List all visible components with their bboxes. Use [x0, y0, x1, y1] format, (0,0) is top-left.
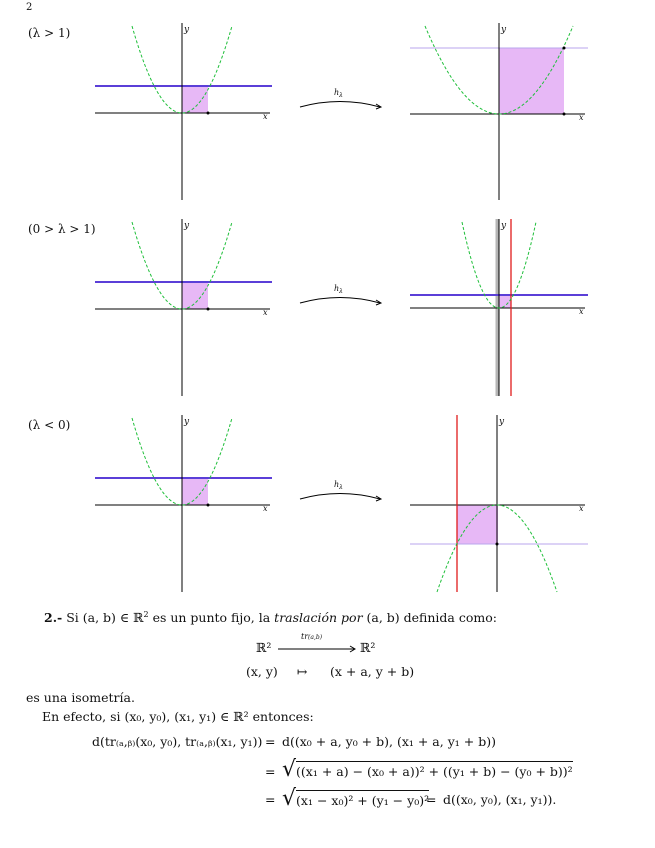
proof-intro: En efecto, si (x₀, y₀), (x₁, y₁) ∈ ℝ² entonces: — [42, 709, 314, 724]
x-label-left: x — [263, 112, 268, 121]
point-bottom-right — [563, 113, 566, 116]
map-codomain: ℝ² — [360, 640, 376, 655]
point-top-right — [563, 47, 566, 50]
intro-italic: traslación por — [274, 610, 363, 625]
isometry-statement: es una isometría. — [26, 690, 135, 705]
transform-arrow — [300, 494, 380, 500]
eq2-equals: = — [265, 764, 276, 779]
intro-post: (a, b) definida como: — [362, 610, 497, 625]
transform-arrow — [300, 102, 380, 108]
eq1-equals: = — [265, 734, 276, 749]
point-left — [207, 112, 210, 115]
y-label-right: y — [501, 25, 507, 35]
eq2-rhs: ((x₁ + a) − (x₀ + a))² + ((y₁ + b) − (y₀ + b))² — [296, 761, 573, 779]
y-label-right: y — [499, 417, 505, 427]
intro-pre: Si (a, b) ∈ ℝ — [62, 610, 144, 625]
figure-case-2 — [0, 214, 655, 414]
shaded-region-left — [182, 478, 208, 505]
eq3-tail: d((x₀, y₀), (x₁, y₁)). — [443, 792, 557, 807]
shaded-region-right — [457, 505, 498, 544]
map-domain: ℝ² — [256, 640, 272, 655]
case-label-2: (0 > λ > 1) — [28, 222, 96, 236]
shaded-region-left — [182, 86, 208, 113]
figure-case-3 — [0, 410, 655, 610]
x-label-right: x — [579, 113, 584, 122]
section-intro — [44, 610, 497, 625]
case-label-3: (λ < 0) — [28, 418, 71, 432]
eq3-rhs: (x₁ − x₀)² + (y₁ − y₀)² — [296, 790, 429, 808]
transform-label: $h_\lambda$ — [334, 480, 343, 491]
shaded-region-right — [499, 48, 564, 114]
x-label-right: x — [579, 307, 584, 316]
y-label-left: y — [184, 417, 190, 427]
x-label-left: x — [263, 504, 268, 513]
section-number: 2.- — [44, 610, 63, 625]
x-label-right: x — [579, 504, 584, 513]
figure-case-1 — [0, 18, 655, 218]
sqrt-sign: √ — [282, 757, 297, 782]
transform-arrow — [300, 298, 380, 304]
sqrt-sign: √ — [282, 786, 297, 811]
case-label-1: (λ > 1) — [28, 26, 71, 40]
y-label-right: y — [501, 221, 507, 231]
eq1-lhs: d(tr₍ₐ,ᵦ₎(x₀, y₀), tr₍ₐ,ᵦ₎(x₁, y₁)) — [92, 734, 263, 749]
map-from: (x, y) — [246, 664, 278, 679]
shaded-region-left — [182, 282, 208, 309]
eq3-equals: = — [265, 792, 276, 807]
eq3-sqrt — [282, 786, 429, 811]
point-right — [496, 543, 499, 546]
point-left — [207, 504, 210, 507]
map-label: tr(a,b) — [301, 632, 323, 641]
map-arrow — [278, 645, 358, 653]
map-definition — [256, 632, 406, 656]
x-label-left: x — [263, 308, 268, 317]
y-label-left: y — [184, 25, 190, 35]
transform-label: $h_\lambda$ — [334, 88, 343, 99]
point-left — [207, 308, 210, 311]
eq2-sqrt — [282, 757, 573, 782]
intro-mid: es un punto fijo, la — [148, 610, 275, 625]
eq1-rhs: d((x₀ + a, y₀ + b), (x₁ + a, y₁ + b)) — [282, 734, 496, 749]
map-to: (x + a, y + b) — [330, 664, 415, 679]
y-label-left: y — [184, 221, 190, 231]
intro-sup: 2 — [143, 610, 149, 619]
eq3-equals-2: = — [426, 792, 437, 807]
maps-to-arrow: ↦ — [297, 664, 308, 679]
page-number: 2 — [26, 2, 33, 13]
transform-label: $h_\lambda$ — [334, 284, 343, 295]
shaded-region-right — [499, 295, 511, 308]
